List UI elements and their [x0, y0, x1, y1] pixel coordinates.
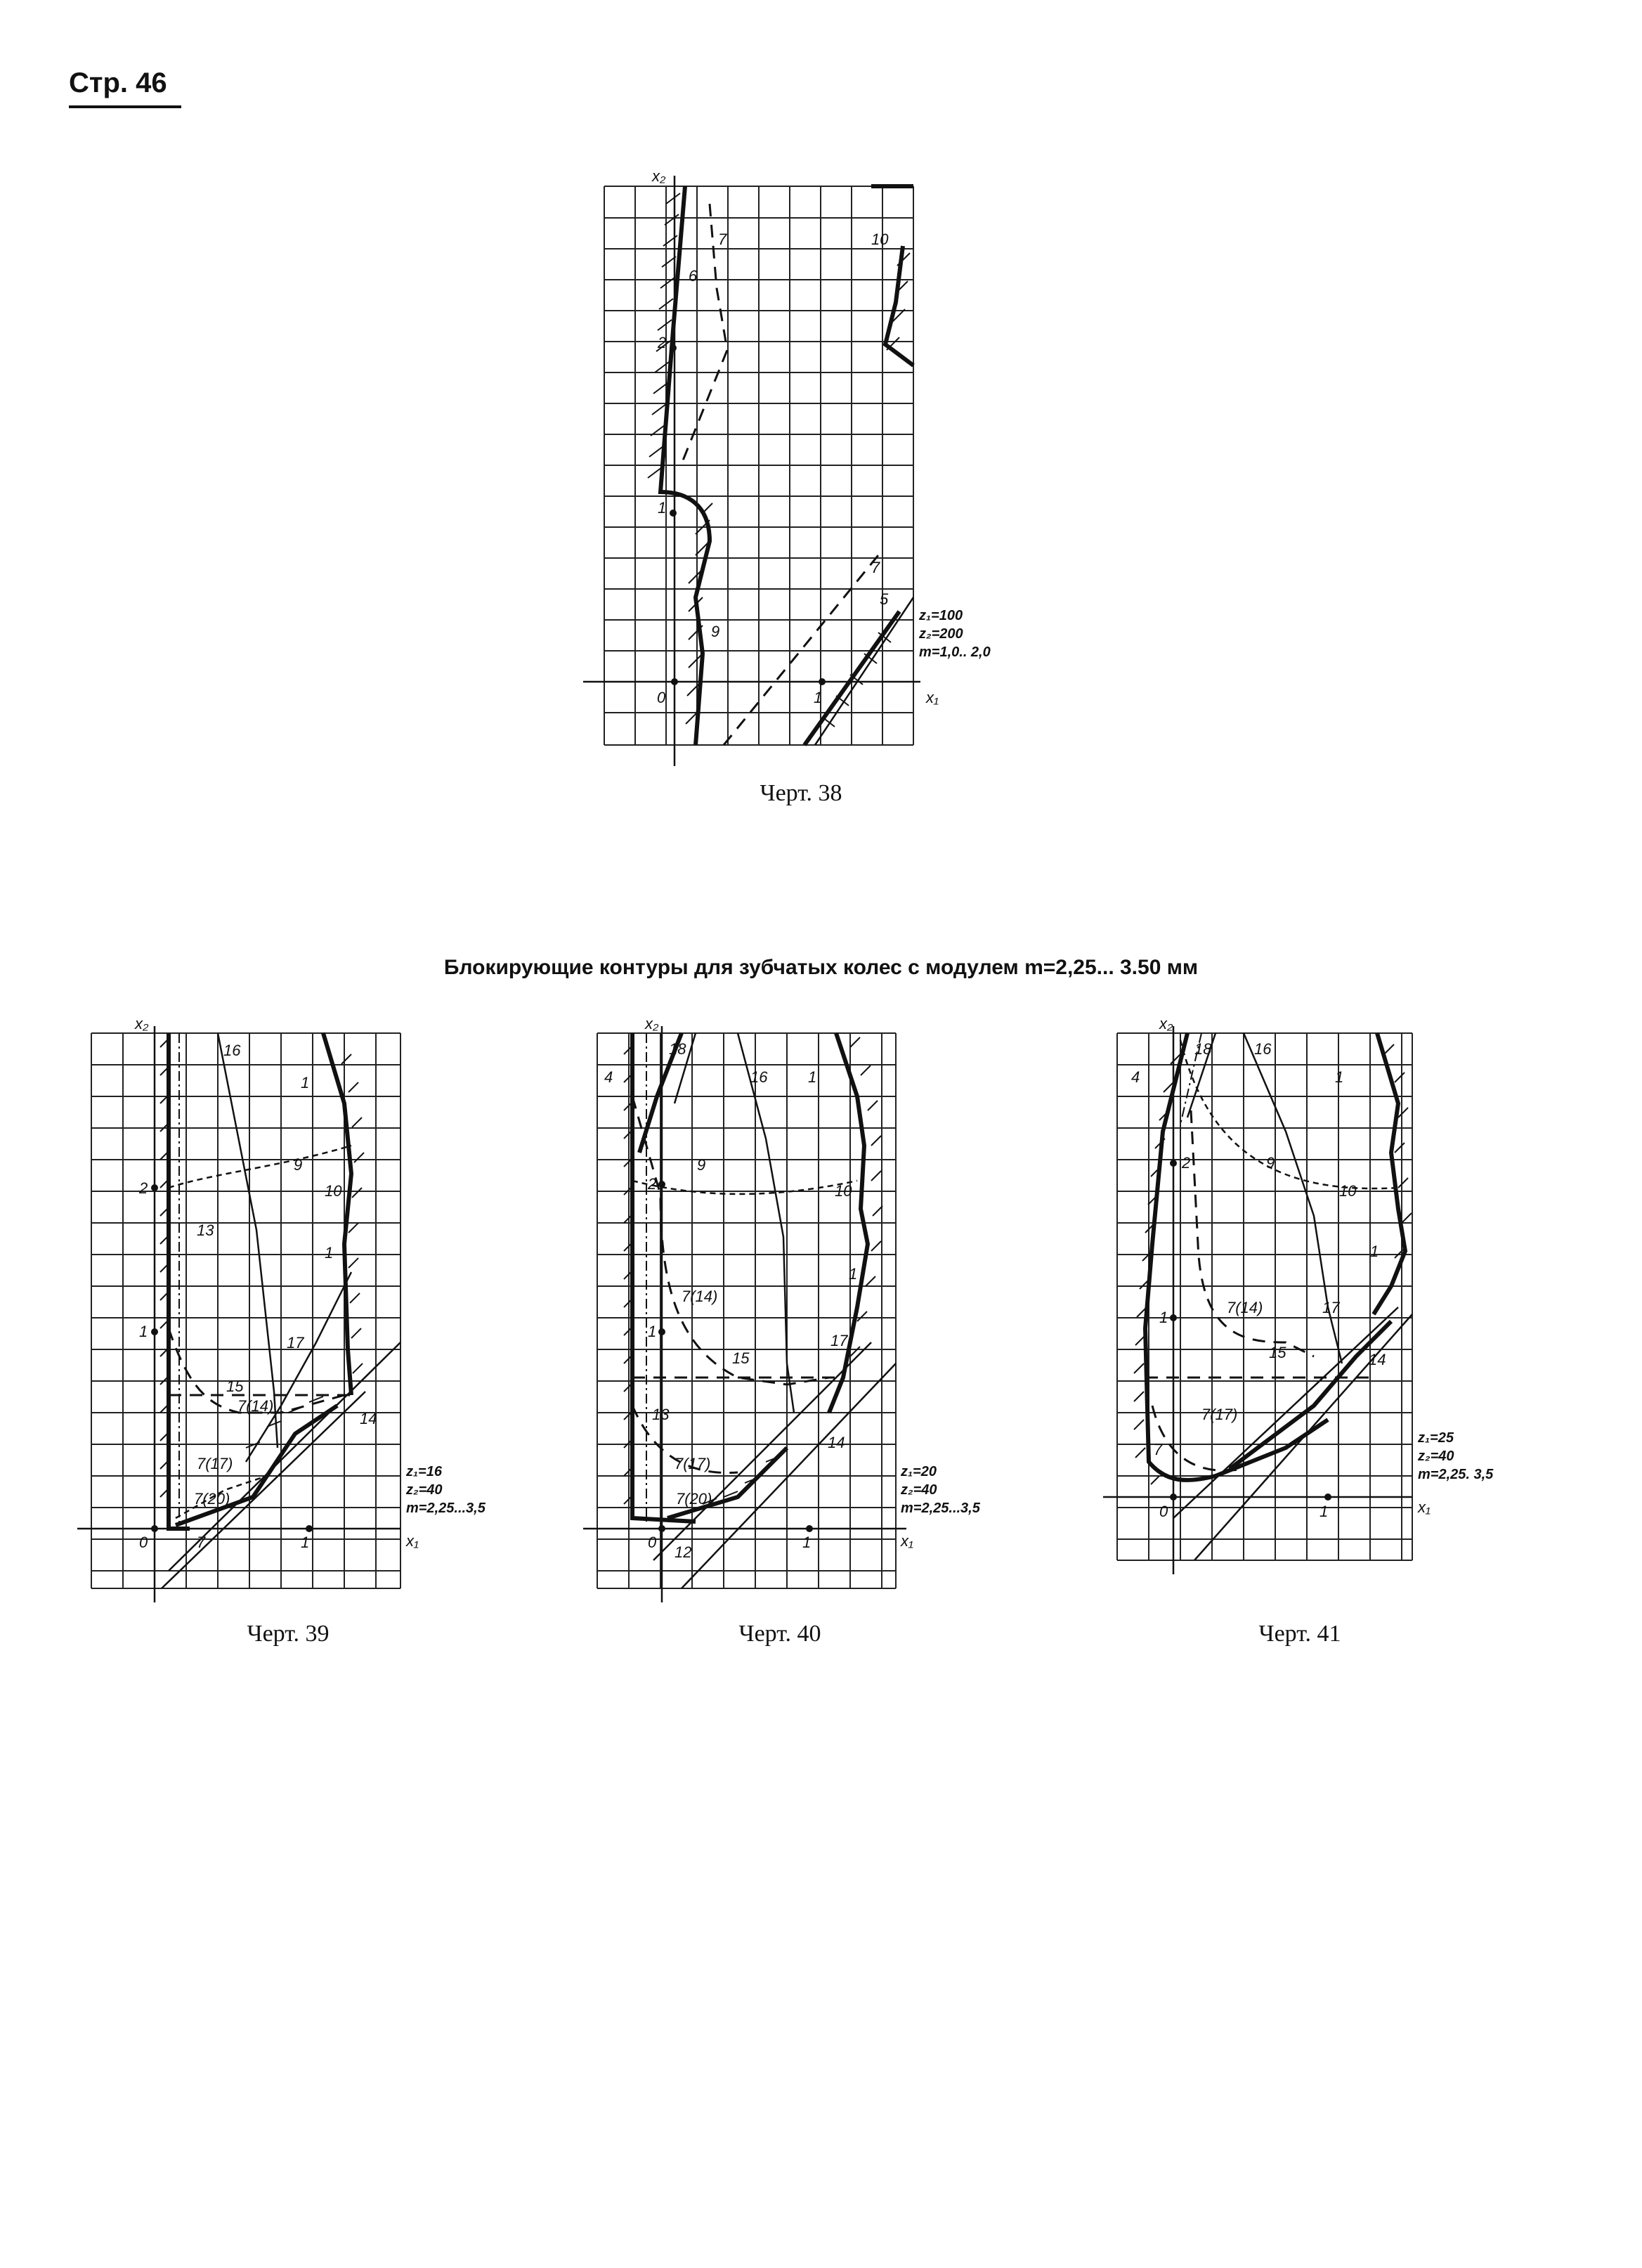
figure-40-tick-y2: 2: [648, 1175, 657, 1193]
figure-38-label-9: 9: [711, 623, 720, 640]
figure-39-axis-y: x₂: [135, 1015, 149, 1032]
figure-38-tick-x: 1: [814, 689, 823, 706]
figure-41: [1103, 1012, 1539, 1574]
figure-41-label-15: 15: [1269, 1344, 1286, 1361]
figure-39-label-1b: 1: [325, 1244, 334, 1262]
figure-39-label-15: 15: [226, 1378, 244, 1395]
figure-38: [590, 162, 991, 773]
figure-41-label-1b: 1: [1370, 1243, 1379, 1260]
figure-38-origin: 0: [657, 689, 666, 706]
caption-38: Черт. 38: [760, 780, 842, 806]
figure-41-origin: 0: [1159, 1503, 1168, 1520]
figure-41-label-14: 14: [1369, 1351, 1386, 1368]
figure-39-label-13: 13: [197, 1222, 214, 1239]
figure-41-axis-y: x₂: [1159, 1015, 1173, 1032]
figure-38-tick-y2: 2: [658, 334, 667, 351]
figure-38-param-z1: z₁=100: [919, 608, 963, 623]
figure-39-label-16: 16: [223, 1042, 241, 1059]
figure-41-label-7: 7: [1154, 1441, 1163, 1458]
figure-40-label-14: 14: [828, 1434, 845, 1451]
figure-41-param-m: m=2,25. 3,5: [1418, 1467, 1494, 1482]
figure-40-label-12: 12: [675, 1543, 692, 1561]
figure-39-axis-x: x₁: [406, 1532, 419, 1550]
figure-38-label-6: 6: [689, 267, 698, 285]
figure-40-label-4: 4: [604, 1068, 613, 1086]
figure-41-tick-y2: 2: [1182, 1154, 1191, 1172]
figure-40-label-13: 13: [652, 1406, 670, 1423]
figure-39-label-7-14: 7(14): [237, 1397, 274, 1415]
figure-41-label-1a: 1: [1335, 1068, 1344, 1086]
figure-39-origin: 0: [139, 1534, 148, 1551]
figure-39-label-1a: 1: [301, 1074, 310, 1091]
caption-41: Черт. 41: [1258, 1621, 1341, 1647]
figure-40-label-17: 17: [830, 1332, 848, 1349]
figure-39-param-z1: z₁=16: [406, 1464, 442, 1479]
figure-39-label-9: 9: [294, 1156, 303, 1174]
figure-39-tick-y1: 1: [139, 1323, 148, 1340]
figure-41-label-18: 18: [1194, 1040, 1212, 1058]
figure-40-axis-x: x₁: [901, 1532, 913, 1550]
figure-41-param-z1: z₁=25: [1418, 1430, 1454, 1446]
figure-39-label-7: 7: [197, 1534, 206, 1551]
figure-38-tick-y1: 1: [658, 499, 667, 517]
figure-41-label-17: 17: [1322, 1299, 1340, 1316]
caption-39: Черт. 39: [247, 1621, 330, 1647]
page-number: Стр. 46: [69, 67, 167, 98]
figure-40-label-10: 10: [835, 1182, 852, 1200]
figure-39-tick-y2: 2: [139, 1179, 148, 1197]
figure-39-grid: [91, 1033, 400, 1588]
figure-40-label-1a: 1: [808, 1068, 817, 1086]
figure-41-label-7-17: 7(17): [1201, 1406, 1238, 1423]
figure-40-param-z2: z₂=40: [901, 1482, 937, 1498]
figure-40-drawing: [576, 1012, 1012, 1602]
figure-41-label-9: 9: [1266, 1154, 1275, 1172]
figure-40-axis-y: x₂: [645, 1015, 659, 1032]
figure-39-label-14: 14: [360, 1410, 377, 1427]
figure-39-drawing: [70, 1012, 520, 1602]
figure-38-label-7b: 7: [871, 559, 880, 576]
figure-40-label-7-20: 7(20): [676, 1490, 712, 1508]
figure-38-axis-x: x₁: [926, 689, 939, 706]
figure-40-tick-y1: 1: [648, 1323, 657, 1340]
figure-39: [70, 1012, 520, 1602]
figure-39-label-7-20: 7(20): [194, 1490, 230, 1508]
figure-41-label-7-14: 7(14): [1227, 1299, 1263, 1316]
figure-39-label-17: 17: [287, 1334, 304, 1352]
figure-41-tick-x: 1: [1320, 1503, 1329, 1520]
figure-38-param-z2: z₂=200: [919, 626, 963, 642]
figure-39-param-m: m=2,25...3,5: [406, 1501, 486, 1516]
caption-40: Черт. 40: [738, 1621, 821, 1647]
figure-40-label-15: 15: [732, 1349, 750, 1367]
figure-40-label-9: 9: [697, 1156, 706, 1174]
figure-41-label-4: 4: [1131, 1068, 1140, 1086]
figure-40-param-m: m=2,25...3,5: [901, 1501, 980, 1516]
figure-40-label-1b: 1: [849, 1265, 858, 1283]
figure-40-label-18: 18: [669, 1040, 686, 1058]
figure-40-label-7-14: 7(14): [682, 1288, 718, 1305]
figure-38-label-7a: 7: [718, 231, 727, 248]
section-title: Блокирующие контуры для зубчатых колес с модулем m=2,25... 3.50 мм: [443, 956, 1199, 979]
figure-40-grid: [597, 1033, 896, 1588]
figure-40-origin: 0: [648, 1534, 657, 1551]
figure-38-axis-y: x₂: [652, 167, 666, 185]
figure-38-drawing: [590, 162, 991, 773]
figure-38-grid: [604, 186, 913, 745]
figure-40: [576, 1012, 1012, 1602]
figure-40-label-7-17: 7(17): [675, 1455, 711, 1472]
figure-41-drawing: [1103, 1012, 1539, 1574]
figure-41-tick-y1: 1: [1159, 1309, 1168, 1326]
figure-39-param-z2: z₂=40: [406, 1482, 443, 1498]
figure-40-label-16: 16: [750, 1068, 768, 1086]
figure-38-label-5: 5: [880, 590, 889, 608]
figure-41-param-z2: z₂=40: [1418, 1449, 1454, 1464]
figure-39-label-10: 10: [325, 1182, 342, 1200]
figure-41-label-16: 16: [1254, 1040, 1272, 1058]
figure-39-tick-x: 1: [301, 1534, 310, 1551]
figure-40-param-z1: z₁=20: [901, 1464, 937, 1479]
figure-38-label-10: 10: [871, 231, 889, 248]
page-number-underline: [69, 105, 181, 108]
figure-38-param-m: m=1,0.. 2,0: [919, 644, 991, 660]
figure-40-tick-x: 1: [802, 1534, 812, 1551]
figure-41-label-10: 10: [1339, 1182, 1357, 1200]
figure-39-label-7-17: 7(17): [197, 1455, 233, 1472]
figure-41-axis-x: x₁: [1418, 1498, 1431, 1516]
